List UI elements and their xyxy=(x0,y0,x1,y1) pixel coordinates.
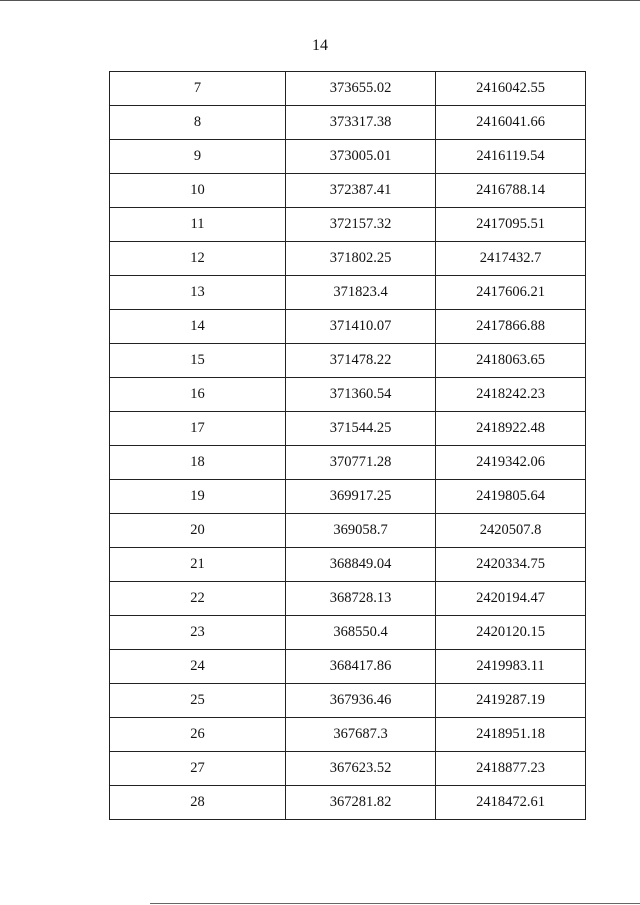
x-coordinate-cell: 371544.25 xyxy=(286,412,436,446)
y-coordinate-cell: 2419805.64 xyxy=(436,480,586,514)
table-row xyxy=(110,616,586,650)
x-coordinate-cell: 371802.25 xyxy=(286,242,436,276)
table-row xyxy=(110,412,586,446)
x-coordinate-cell: 372387.41 xyxy=(286,174,436,208)
x-coordinate-cell: 373655.02 xyxy=(286,72,436,106)
x-coordinate-cell: 370771.28 xyxy=(286,446,436,480)
point-number-cell: 8 xyxy=(110,106,286,140)
x-coordinate-cell: 372157.32 xyxy=(286,208,436,242)
y-coordinate-cell: 2420334.75 xyxy=(436,548,586,582)
point-number-cell: 25 xyxy=(110,684,286,718)
y-coordinate-cell: 2418472.61 xyxy=(436,786,586,820)
x-coordinate-cell: 368849.04 xyxy=(286,548,436,582)
table-row xyxy=(110,718,586,752)
point-number-cell: 11 xyxy=(110,208,286,242)
x-coordinate-cell: 373317.38 xyxy=(286,106,436,140)
x-coordinate-cell: 367623.52 xyxy=(286,752,436,786)
y-coordinate-cell: 2417606.21 xyxy=(436,276,586,310)
point-number-cell: 22 xyxy=(110,582,286,616)
x-coordinate-cell: 367936.46 xyxy=(286,684,436,718)
point-number-cell: 15 xyxy=(110,344,286,378)
scan-edge-bottom xyxy=(150,903,640,904)
y-coordinate-cell: 2418922.48 xyxy=(436,412,586,446)
x-coordinate-cell: 373005.01 xyxy=(286,140,436,174)
table-row xyxy=(110,480,586,514)
y-coordinate-cell: 2416041.66 xyxy=(436,106,586,140)
point-number-cell: 7 xyxy=(110,72,286,106)
coordinates-table xyxy=(109,71,586,820)
point-number-cell: 18 xyxy=(110,446,286,480)
table-row xyxy=(110,72,586,106)
x-coordinate-cell: 371823.4 xyxy=(286,276,436,310)
y-coordinate-cell: 2417095.51 xyxy=(436,208,586,242)
point-number-cell: 28 xyxy=(110,786,286,820)
point-number-cell: 20 xyxy=(110,514,286,548)
table-row xyxy=(110,752,586,786)
page-number: 14 xyxy=(312,37,328,54)
x-coordinate-cell: 368728.13 xyxy=(286,582,436,616)
point-number-cell: 24 xyxy=(110,650,286,684)
x-coordinate-cell: 369058.7 xyxy=(286,514,436,548)
x-coordinate-cell: 368550.4 xyxy=(286,616,436,650)
table-row xyxy=(110,378,586,412)
table-row xyxy=(110,174,586,208)
y-coordinate-cell: 2420120.15 xyxy=(436,616,586,650)
table-row xyxy=(110,242,586,276)
y-coordinate-cell: 2418063.65 xyxy=(436,344,586,378)
y-coordinate-cell: 2417432.7 xyxy=(436,242,586,276)
table-row xyxy=(110,650,586,684)
y-coordinate-cell: 2418242.23 xyxy=(436,378,586,412)
table-row xyxy=(110,684,586,718)
table-body xyxy=(110,72,586,820)
table-row xyxy=(110,344,586,378)
y-coordinate-cell: 2420507.8 xyxy=(436,514,586,548)
table-row xyxy=(110,140,586,174)
table-row xyxy=(110,514,586,548)
point-number-cell: 23 xyxy=(110,616,286,650)
point-number-cell: 14 xyxy=(110,310,286,344)
table-row xyxy=(110,582,586,616)
point-number-cell: 10 xyxy=(110,174,286,208)
table-row xyxy=(110,446,586,480)
point-number-cell: 17 xyxy=(110,412,286,446)
point-number-cell: 13 xyxy=(110,276,286,310)
y-coordinate-cell: 2420194.47 xyxy=(436,582,586,616)
table-row xyxy=(110,276,586,310)
table-row xyxy=(110,208,586,242)
x-coordinate-cell: 369917.25 xyxy=(286,480,436,514)
x-coordinate-cell: 371478.22 xyxy=(286,344,436,378)
point-number-cell: 16 xyxy=(110,378,286,412)
x-coordinate-cell: 371410.07 xyxy=(286,310,436,344)
y-coordinate-cell: 2418951.18 xyxy=(436,718,586,752)
x-coordinate-cell: 367687.3 xyxy=(286,718,436,752)
y-coordinate-cell: 2416788.14 xyxy=(436,174,586,208)
point-number-cell: 19 xyxy=(110,480,286,514)
point-number-cell: 27 xyxy=(110,752,286,786)
table-row xyxy=(110,106,586,140)
point-number-cell: 26 xyxy=(110,718,286,752)
y-coordinate-cell: 2417866.88 xyxy=(436,310,586,344)
y-coordinate-cell: 2419983.11 xyxy=(436,650,586,684)
table-row xyxy=(110,786,586,820)
y-coordinate-cell: 2418877.23 xyxy=(436,752,586,786)
y-coordinate-cell: 2416042.55 xyxy=(436,72,586,106)
point-number-cell: 12 xyxy=(110,242,286,276)
table-row xyxy=(110,310,586,344)
y-coordinate-cell: 2419342.06 xyxy=(436,446,586,480)
point-number-cell: 9 xyxy=(110,140,286,174)
x-coordinate-cell: 371360.54 xyxy=(286,378,436,412)
y-coordinate-cell: 2416119.54 xyxy=(436,140,586,174)
y-coordinate-cell: 2419287.19 xyxy=(436,684,586,718)
x-coordinate-cell: 367281.82 xyxy=(286,786,436,820)
point-number-cell: 21 xyxy=(110,548,286,582)
scan-edge-top xyxy=(0,0,640,1)
table-row xyxy=(110,548,586,582)
x-coordinate-cell: 368417.86 xyxy=(286,650,436,684)
